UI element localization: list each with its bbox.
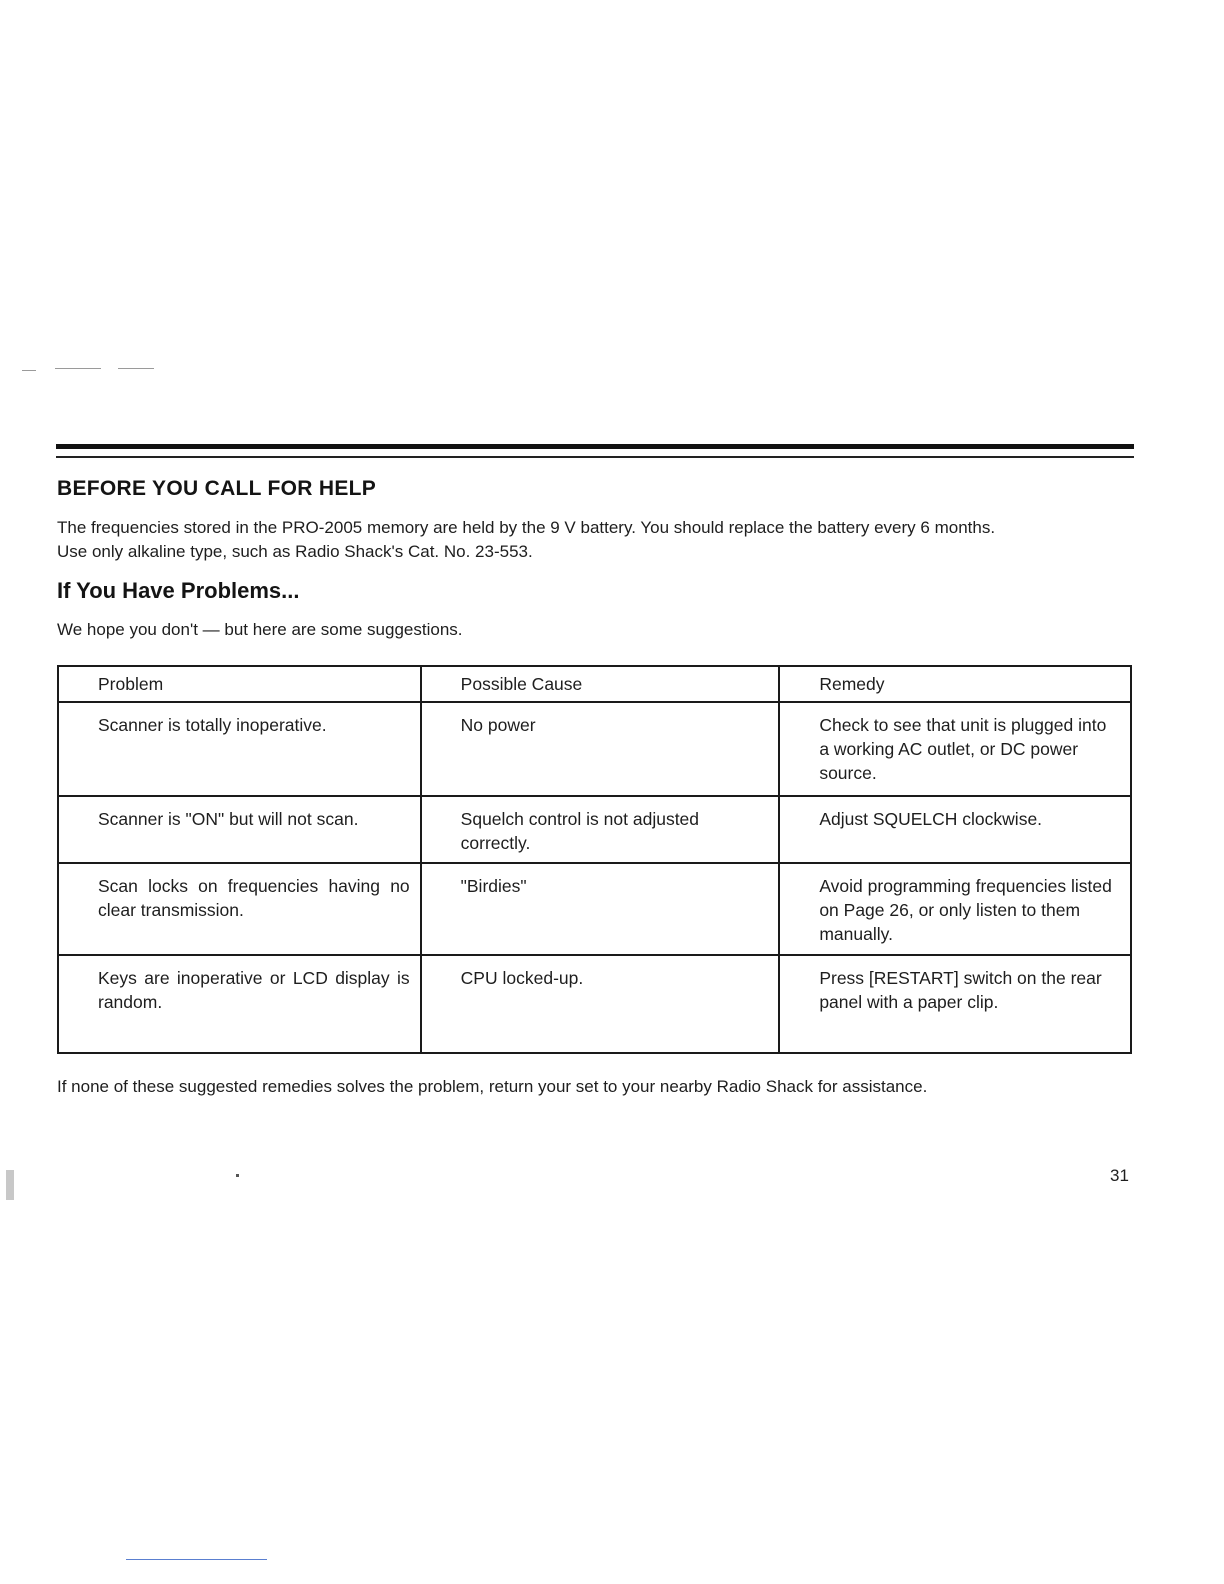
header-rule-thin [56, 456, 1134, 458]
intro-line: Use only alkaline type, such as Radio Shack's Cat. No. 23-553. [57, 542, 533, 561]
header-problem: Problem [58, 666, 421, 702]
header-remedy: Remedy [779, 666, 1131, 702]
intro-line: The frequencies stored in the PRO-2005 memory are held by the 9 V battery. You should replace the battery every 6 months. [57, 518, 996, 537]
problem-cell: Scanner is totally inoperative. [58, 702, 421, 796]
header-rule-thick [56, 444, 1134, 449]
cause-cell: "Birdies" [421, 863, 780, 955]
scan-artifact-line [126, 1559, 267, 1560]
cause-cell: CPU locked-up. [421, 955, 780, 1053]
scan-artifact [55, 368, 101, 369]
scan-artifact [22, 370, 36, 371]
table-row [58, 702, 1131, 796]
scan-edge-mark [6, 1170, 14, 1200]
problem-cell: Keys are inoperative or LCD display is random. [58, 955, 421, 1053]
scan-artifact [118, 368, 154, 369]
intro-paragraph [57, 516, 1147, 564]
remedy-cell: Check to see that unit is plugged into a working AC outlet, or DC power source. [779, 702, 1131, 796]
table-header-row [58, 666, 1131, 702]
scan-dot [236, 1174, 239, 1177]
problems-heading: If You Have Problems... [57, 578, 300, 603]
table-row [58, 863, 1131, 955]
problem-cell: Scan locks on frequencies having no clear transmission. [58, 863, 421, 955]
table-row [58, 955, 1131, 1053]
section-title: BEFORE YOU CALL FOR HELP [57, 477, 377, 500]
cause-cell: Squelch control is not adjusted correctly. [421, 796, 780, 863]
header-cause: Possible Cause [421, 666, 780, 702]
remedy-cell: Adjust SQUELCH clockwise. [779, 796, 1131, 863]
page-number: 31 [1110, 1166, 1129, 1185]
table-row [58, 796, 1131, 863]
remedy-cell: Avoid programming frequencies listed on Page 26, or only listen to them manually. [779, 863, 1131, 955]
troubleshooting-table [57, 665, 1132, 1054]
cause-cell: No power [421, 702, 780, 796]
remedy-cell: Press [RESTART] switch on the rear panel with a paper clip. [779, 955, 1131, 1053]
problems-subtitle: We hope you don't — but here are some suggestions. [57, 620, 463, 639]
problem-cell: Scanner is "ON" but will not scan. [58, 796, 421, 863]
footer-note: If none of these suggested remedies solves the problem, return your set to your nearby Radio Shack for assistance. [57, 1077, 928, 1096]
